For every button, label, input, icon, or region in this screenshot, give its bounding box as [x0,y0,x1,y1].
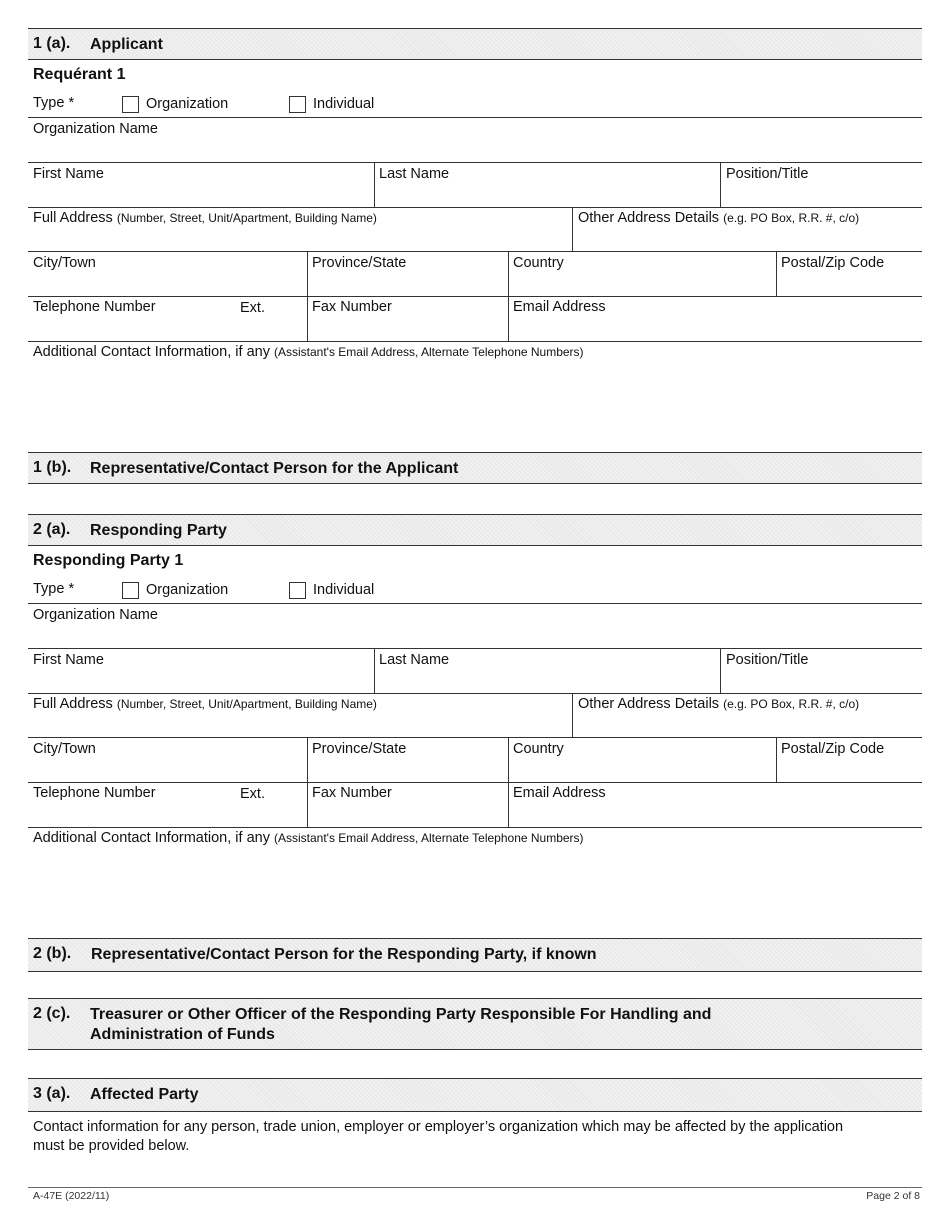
organization-checkbox[interactable] [122,96,139,113]
individual-option-label: Individual [313,96,375,112]
additional-contact-field[interactable] [33,344,584,360]
province-field[interactable]: Province/State [312,741,407,757]
section-2c-header [28,998,922,1050]
section-title-line-1: Treasurer or Other Officer of the Responding Party Responsible For Handling and [90,1006,712,1023]
section-title-line-2: Administration of Funds [90,1026,275,1043]
individual-option-label: Individual [313,582,375,598]
page-number: Page 2 of 8 [866,1190,920,1202]
organization-name-field[interactable]: Organization Name [33,121,158,137]
city-field[interactable]: City/Town [33,741,96,757]
section-number: 2 (b). [33,945,72,962]
other-address-hint: (e.g. PO Box, R.R. #, c/o) [723,211,860,225]
type-label: Type * [33,95,75,111]
fax-field[interactable]: Fax Number [312,299,392,315]
additional-contact-label: Additional Contact Information, if any [33,344,270,360]
divider [720,648,721,693]
divider [28,341,922,342]
description-line-1: Contact information for any person, trade union, employer or employer’s organization which may be affected by the application [33,1119,844,1135]
section-number: 2 (c). [33,1005,71,1022]
section-number: 2 (a). [33,521,71,538]
extension-field[interactable]: Ext. [240,300,265,316]
divider [28,737,922,738]
first-name-field[interactable]: First Name [33,652,104,668]
divider [374,648,375,693]
full-address-field[interactable] [33,696,377,712]
divider [572,693,573,737]
section-title: Representative/Contact Person for the Applicant [90,460,459,477]
postal-code-field[interactable]: Postal/Zip Code [781,255,885,271]
section-2b-header [28,938,922,972]
divider [374,162,375,207]
footer-divider [28,1187,922,1188]
additional-contact-hint: (Assistant's Email Address, Alternate Telephone Numbers) [274,831,584,845]
country-field[interactable]: Country [513,255,564,271]
subheading: Requérant 1 [33,66,126,83]
individual-checkbox[interactable] [289,582,306,599]
divider [720,162,721,207]
section-title: Responding Party [90,522,227,539]
divider [28,117,922,118]
section-1b-header [28,452,922,484]
divider [28,296,922,297]
section-3a-header [28,1078,922,1112]
section-1a-header [28,28,922,60]
country-field[interactable]: Country [513,741,564,757]
section-title: Applicant [90,36,163,53]
last-name-field[interactable]: Last Name [379,652,450,668]
province-field[interactable]: Province/State [312,255,407,271]
first-name-field[interactable]: First Name [33,166,104,182]
other-address-hint: (e.g. PO Box, R.R. #, c/o) [723,697,860,711]
individual-checkbox[interactable] [289,96,306,113]
section-number: 1 (b). [33,459,72,476]
organization-option-label: Organization [146,582,229,598]
postal-code-field[interactable]: Postal/Zip Code [781,741,885,757]
fax-field[interactable]: Fax Number [312,785,392,801]
form-id: A-47E (2022/11) [33,1190,110,1202]
full-address-hint: (Number, Street, Unit/Apartment, Building Name) [116,697,377,711]
extension-field[interactable]: Ext. [240,786,265,802]
position-title-field[interactable]: Position/Title [726,652,809,668]
divider [28,603,922,604]
divider [28,693,922,694]
divider [28,782,922,783]
last-name-field[interactable]: Last Name [379,166,450,182]
other-address-field[interactable] [578,210,859,226]
divider [28,251,922,252]
divider [776,251,777,296]
organization-checkbox[interactable] [122,582,139,599]
position-title-field[interactable]: Position/Title [726,166,809,182]
section-title [90,1005,711,1045]
section-title: Affected Party [90,1086,199,1103]
section-number: 3 (a). [33,1085,71,1102]
section-title: Representative/Contact Person for the Responding Party, if known [91,946,597,963]
divider [776,737,777,782]
section-2a-header [28,514,922,546]
city-field[interactable]: City/Town [33,255,96,271]
telephone-field[interactable]: Telephone Number [33,785,156,801]
description-line-2: must be provided below. [33,1138,190,1154]
full-address-label: Full Address [33,696,113,712]
section-description [33,1118,843,1156]
organization-option-label: Organization [146,96,229,112]
divider [28,827,922,828]
other-address-label: Other Address Details [578,210,720,226]
divider [572,207,573,251]
divider [28,207,922,208]
full-address-label: Full Address [33,210,113,226]
section-number: 1 (a). [33,35,71,52]
email-field[interactable]: Email Address [513,785,606,801]
additional-contact-field[interactable] [33,830,584,846]
other-address-label: Other Address Details [578,696,720,712]
other-address-field[interactable] [578,696,859,712]
divider [28,648,922,649]
full-address-field[interactable] [33,210,377,226]
full-address-hint: (Number, Street, Unit/Apartment, Building Name) [116,211,377,225]
type-label: Type * [33,581,75,597]
email-field[interactable]: Email Address [513,299,606,315]
additional-contact-label: Additional Contact Information, if any [33,830,270,846]
subheading: Responding Party 1 [33,552,184,569]
additional-contact-hint: (Assistant's Email Address, Alternate Telephone Numbers) [274,345,584,359]
telephone-field[interactable]: Telephone Number [33,299,156,315]
divider [28,162,922,163]
organization-name-field[interactable]: Organization Name [33,607,158,623]
